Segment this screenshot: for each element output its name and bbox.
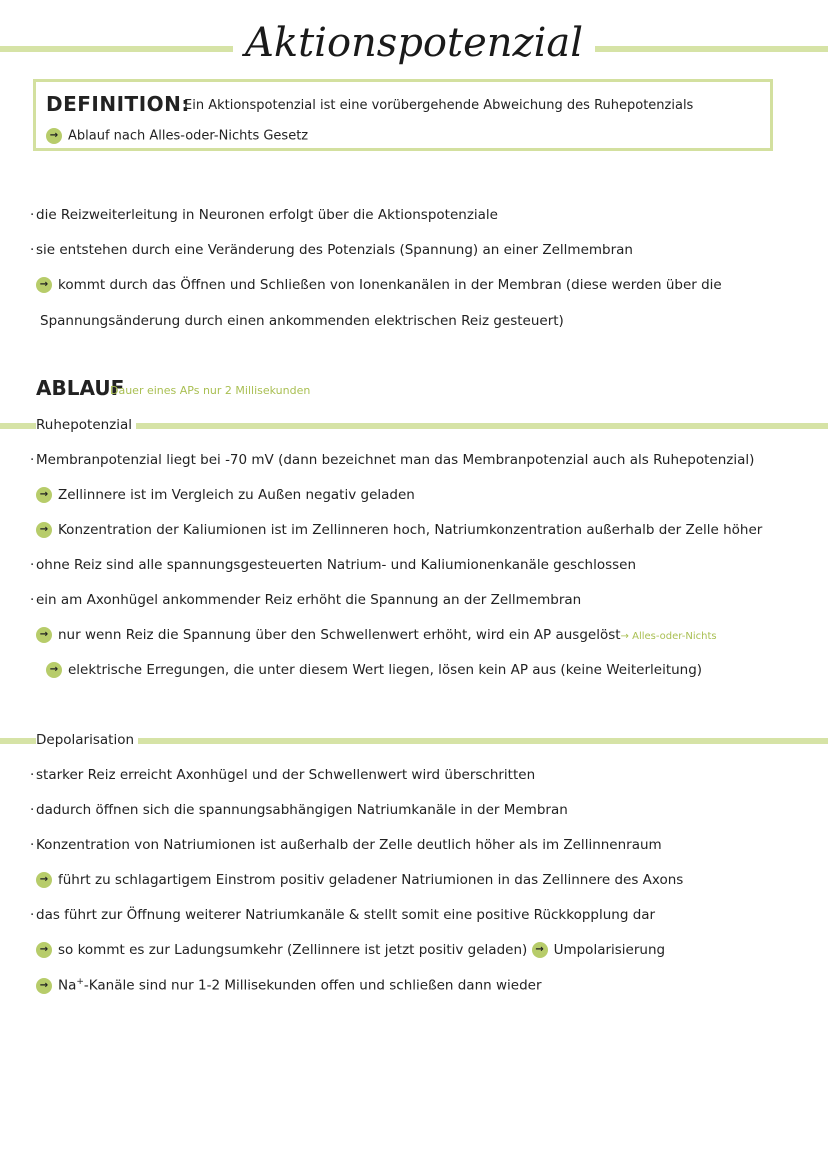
arrow-icon: → <box>46 128 62 144</box>
intro-line-3: → kommt durch das Öffnen und Schließen von Ionenkanälen in der Membran (diese werden über die <box>36 277 722 293</box>
ruhe-line-4: · ohne Reiz sind alle spannungsgesteuerten Natrium- und Kaliumionenkanäle geschlossen <box>30 557 637 573</box>
ruhe-label: Ruhepotenzial <box>36 417 136 433</box>
arrow-icon: → <box>36 942 52 958</box>
depol-line-4: → führt zu schlagartigem Einstrom positiv geladener Natriumionen in das Zellinnere des Axons <box>36 872 683 888</box>
depol-line-5: · das führt zur Öffnung weiterer Natriumkanäle & stellt somit eine positive Rückkopplung dar <box>30 907 656 923</box>
depol-line-2: · dadurch öffnen sich die spannungsabhängigen Natriumkanäle in der Membran <box>30 802 568 818</box>
ruhe-line-5: · ein am Axonhügel ankommender Reiz erhöht die Spannung an der Zellmembran <box>30 592 582 608</box>
arrow-icon: → <box>46 662 62 678</box>
arrow-icon: → <box>36 872 52 888</box>
ruhe-line-2: → Zellinnere ist im Vergleich zu Außen negativ geladen <box>36 487 415 503</box>
depol-line-1: · starker Reiz erreicht Axonhügel und der Schwellenwert wird überschritten <box>30 767 536 783</box>
intro-line-1: · die Reizweiterleitung in Neuronen erfolgt über die Aktionspotenziale <box>30 207 498 223</box>
definition-box <box>33 79 773 151</box>
arrow-icon: → <box>36 277 52 293</box>
arrow-icon: → <box>36 627 52 643</box>
depol-line-3: · Konzentration von Natriumionen ist außerhalb der Zelle deutlich höher als im Zellinnenraum <box>30 837 662 853</box>
definition-text: Ein Aktionspotenzial ist eine vorübergehende Abweichung des Ruhepotenzials <box>184 98 694 113</box>
depol-line-6: → so kommt es zur Ladungsumkehr (Zellinnere ist jetzt positiv geladen) → Umpolarisierung <box>36 942 665 958</box>
intro-line-4: Spannungsänderung durch einen ankommenden elektrischen Reiz gesteuert) <box>40 313 564 329</box>
definition-sub: → Ablauf nach Alles-oder-Nichts Gesetz <box>46 128 308 144</box>
depol-line-7: → Na+-Kanäle sind nur 1-2 Millisekunden offen und schließen dann wieder <box>36 977 542 994</box>
ruhe-line-3: → Konzentration der Kaliumionen ist im Zellinneren hoch, Natriumkonzentration außerhalb der Zelle höher <box>36 522 762 538</box>
alles-oder-nichts-note: → Alles-oder-Nichts <box>620 631 717 642</box>
arrow-icon: → <box>36 487 52 503</box>
ruhe-line-7: → elektrische Erregungen, die unter diesem Wert liegen, lösen kein AP aus (keine Weiterleitung) <box>46 662 702 678</box>
ruhe-line-6: → nur wenn Reiz die Spannung über den Schwellenwert erhöht, wird ein AP ausgelöst→ Alles-oder-Nichts <box>36 627 717 643</box>
arrow-icon: → <box>36 522 52 538</box>
page-title: Aktionspotenzial <box>0 20 828 66</box>
ablauf-note: Dauer eines APs nur 2 Millisekunden <box>110 384 311 397</box>
intro-line-2: · sie entstehen durch eine Veränderung des Potenzials (Spannung) an einer Zellmembran <box>30 242 633 258</box>
depol-label: Depolarisation <box>36 732 138 748</box>
arrow-icon: → <box>36 978 52 994</box>
definition-heading: DEFINITION: <box>46 92 190 116</box>
ruhe-line-1: · Membranpotenzial liegt bei -70 mV (dann bezeichnet man das Membranpotenzial auch als Ruhepotenzial) <box>30 452 755 468</box>
ablauf-heading: ABLAUF <box>36 376 125 400</box>
arrow-icon: → <box>532 942 548 958</box>
